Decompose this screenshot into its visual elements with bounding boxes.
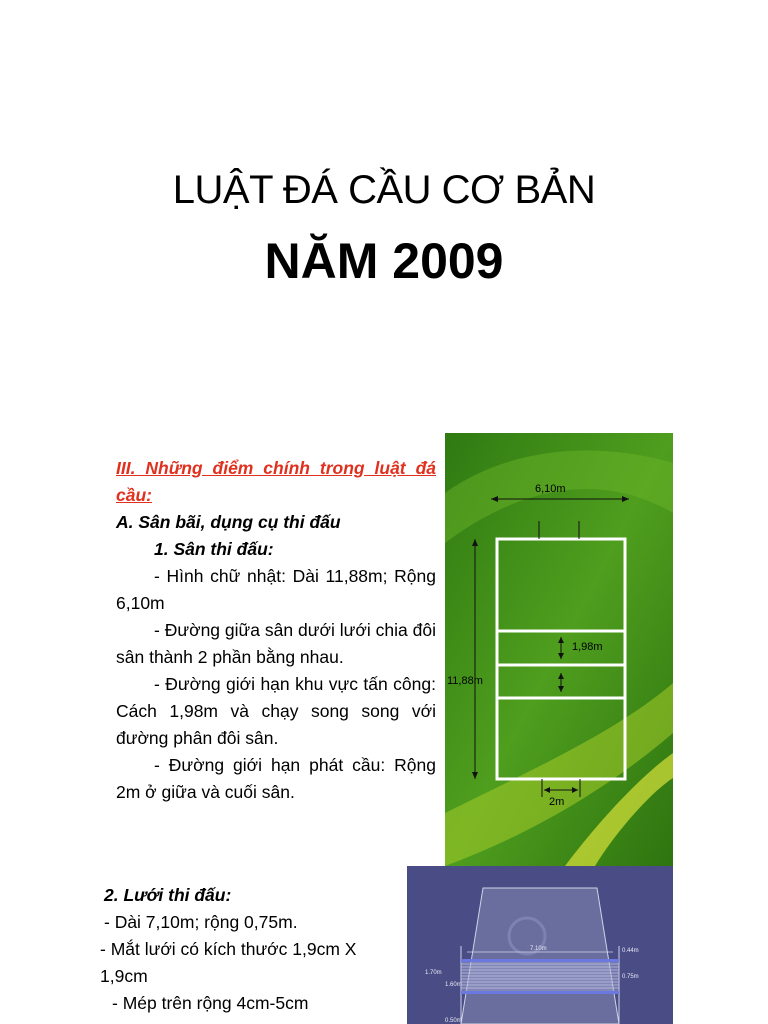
- item2-point: - Dài 7,10m; rộng 0,75m.: [104, 912, 298, 932]
- item2-point: - Mắt lưới có kích thước 1,9cm X 1,9cm: [100, 939, 357, 986]
- net-mid-label: 1.60m: [445, 982, 462, 988]
- net-width-label: 0.75m: [622, 974, 639, 980]
- title-line-1: LUẬT ĐÁ CẦU CƠ BẢN: [172, 168, 596, 212]
- net-length-label: 7.10m: [530, 946, 547, 952]
- item1-point: - Đường giữa sân dưới lưới chia đôi sân thành 2 phần bằng nhau.: [116, 620, 436, 667]
- item1-title: 1. Sân thi đấu:: [154, 539, 274, 559]
- item2-point: - Mép trên rộng 4cm-5cm: [112, 993, 309, 1013]
- rules-section-net: [100, 882, 400, 1017]
- serve-label: 2m: [549, 796, 565, 808]
- net-diagram: [407, 866, 673, 1024]
- net-bottom-band: [461, 991, 619, 994]
- attack-label: 1,98m: [572, 641, 603, 653]
- net-court-outline: [461, 888, 619, 1024]
- court-diagram: [445, 433, 673, 866]
- item1-point: - Đường giới hạn khu vực tấn công: Cách 1,98m và chạy song song với đường phân đôi sân.: [116, 674, 436, 748]
- net-top-band: [461, 959, 619, 962]
- subheading-a: A. Sân bãi, dụng cụ thi đấu: [116, 512, 341, 532]
- net-top-label: 0.44m: [622, 948, 639, 954]
- rules-section-court: [116, 455, 436, 806]
- item1-point: - Hình chữ nhật: Dài 11,88m; Rộng 6,10m: [116, 566, 436, 613]
- item1-point: - Đường giới hạn phát cầu: Rộng 2m ở giữa và cuối sân.: [116, 755, 436, 802]
- section-heading: III. Những điểm chính trong luật đá cầu:: [116, 458, 436, 505]
- net-bottom-label: 0.50m: [445, 1018, 462, 1024]
- length-label: 11,88m: [447, 675, 483, 687]
- net-height-label: 1.70m: [425, 970, 442, 976]
- title-line-2: NĂM 2009: [264, 233, 504, 289]
- width-label: 6,10m: [535, 483, 566, 495]
- item2-title: 2. Lưới thi đấu:: [104, 885, 232, 905]
